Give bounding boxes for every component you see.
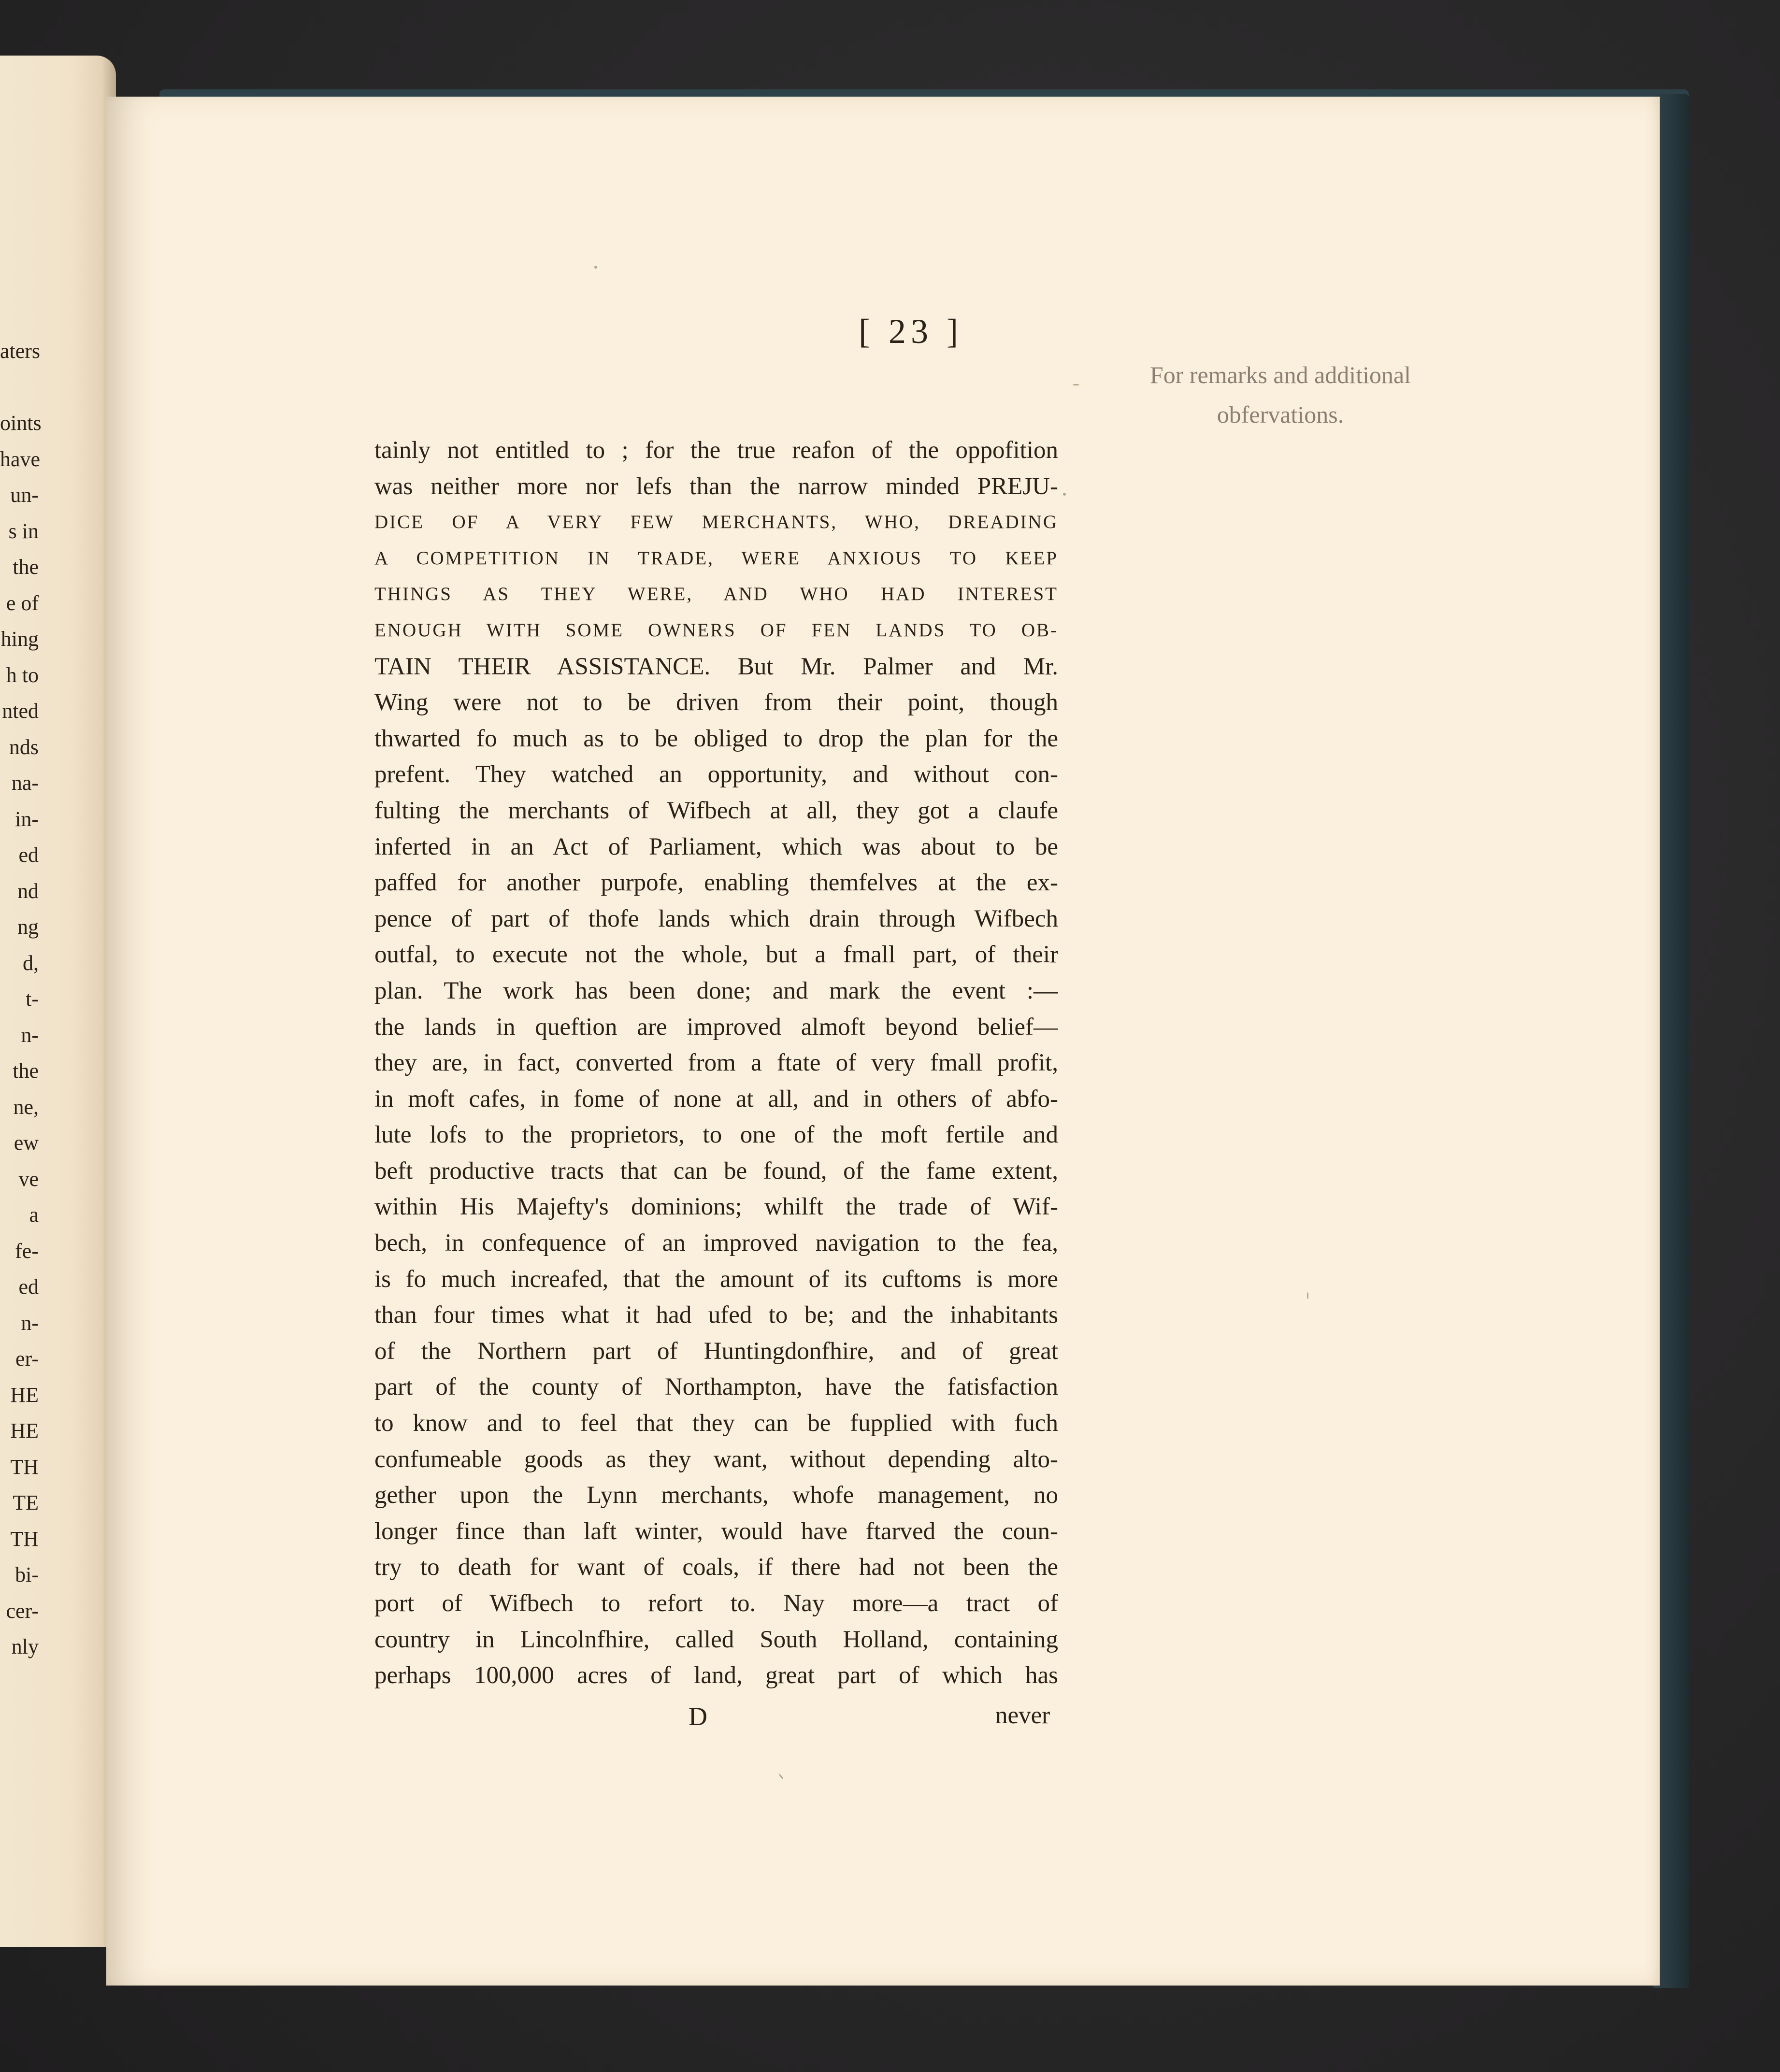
- left-fragment: nted: [2, 699, 39, 723]
- left-fragment: [0, 370, 39, 406]
- left-fragment: ne,: [13, 1095, 39, 1119]
- text-line: Wing were not to be driven from their point, though: [374, 689, 1058, 716]
- left-fragment: na-: [11, 771, 39, 795]
- text-line: thwarted fo much as to be obliged to drop the plan for the: [374, 725, 1058, 752]
- left-fragment: cer-: [6, 1599, 39, 1623]
- left-fragment: nly: [11, 1635, 39, 1658]
- paper-speck: [1063, 493, 1066, 496]
- paper-speck: [1307, 1292, 1308, 1299]
- left-fragment: t-: [26, 987, 39, 1011]
- text-line: pence of part of thofe lands which drain through Wifbech: [374, 905, 1058, 932]
- left-fragment: the: [13, 1059, 39, 1083]
- left-fragment: ed: [18, 1275, 39, 1299]
- text-line: port of Wifbech to refort to. Nay more—a tract of: [374, 1590, 1058, 1617]
- text-line: bech, in confequence of an improved navigation to the fea,: [374, 1229, 1058, 1257]
- signature-mark: D: [689, 1702, 707, 1731]
- left-fragment: fe-: [15, 1239, 39, 1263]
- left-fragment: h to: [6, 663, 39, 687]
- left-fragment: n-: [21, 1023, 39, 1047]
- text-line: is fo much increafed, that the amount of its cuftoms is more: [374, 1265, 1058, 1293]
- text-line: perhaps 100,000 acres of land, great part of which has: [374, 1662, 1058, 1689]
- text-line: they are, in fact, converted from a ftate of very fmall profit,: [374, 1049, 1058, 1077]
- text-line: to know and to feel that they can be fupplied with fuch: [374, 1410, 1058, 1437]
- text-line: outfal, to execute not the whole, but a fmall part, of their: [374, 941, 1058, 969]
- text-line: than four times what it had ufed to be; and the inhabitants: [374, 1301, 1058, 1329]
- left-fragment: ed: [18, 843, 39, 867]
- left-fragment: ng: [17, 915, 39, 939]
- page-number: [ 23 ]: [859, 312, 963, 351]
- left-fragment: oints: [0, 411, 42, 435]
- text-line: the lands in queftion are improved almoft beyond belief—: [374, 1013, 1058, 1041]
- left-fragment: ew: [14, 1131, 39, 1155]
- left-fragment: un-: [10, 483, 39, 507]
- left-fragment: ve: [18, 1167, 39, 1191]
- left-fragment: HE: [10, 1383, 39, 1407]
- main-page: [106, 97, 1660, 1986]
- left-fragment: in-: [15, 807, 39, 831]
- text-line: ENOUGH WITH SOME OWNERS OF FEN LANDS TO OB-: [374, 619, 1058, 641]
- text-line: country in Lincolnfhire, called South Holland, containing: [374, 1626, 1058, 1653]
- text-line: gether upon the Lynn merchants, whofe management, no: [374, 1482, 1058, 1509]
- body-text: [374, 432, 1058, 1694]
- text-line: DICE OF A VERY FEW MERCHANTS, WHO, DREADING: [374, 512, 1058, 533]
- paper-speck: [778, 1773, 784, 1780]
- left-fragment: d,: [23, 951, 39, 975]
- paper-speck: [1073, 384, 1079, 386]
- text-line: longer fince than laft winter, would have ftarved the coun-: [374, 1517, 1058, 1545]
- catchword: never: [995, 1702, 1050, 1729]
- left-page-text-fragments: [0, 333, 42, 1665]
- left-facing-page: [0, 56, 116, 1947]
- text-line: beft productive tracts that can be found, of the fame extent,: [374, 1157, 1058, 1185]
- text-line: prefent. They watched an opportunity, and without con-: [374, 761, 1058, 788]
- left-fragment: bi-: [15, 1563, 39, 1586]
- text-line: part of the county of Northampton, have the fatisfaction: [374, 1373, 1058, 1401]
- text-line: in moft cafes, in fome of none at all, and in others of abfo-: [374, 1085, 1058, 1113]
- text-line: confumeable goods as they want, without depending alto-: [374, 1445, 1058, 1473]
- text-line: TAIN THEIR ASSISTANCE. But Mr. Palmer and Mr.: [374, 653, 1058, 680]
- left-fragment: er-: [15, 1347, 39, 1371]
- text-line: of the Northern part of Huntingdonfhire, and of great: [374, 1337, 1058, 1365]
- paper-speck: [594, 266, 597, 269]
- text-line: paffed for another purpofe, enabling themfelves at the ex-: [374, 869, 1058, 897]
- left-fragment: n-: [21, 1311, 39, 1335]
- left-fragment: TH: [10, 1527, 39, 1551]
- text-line: A COMPETITION IN TRADE, WERE ANXIOUS TO KEEP: [374, 547, 1058, 569]
- text-line: was neither more nor lefs than the narrow minded PREJU-: [374, 472, 1058, 500]
- margin-note: [1102, 355, 1459, 434]
- left-fragment: aters: [0, 339, 41, 363]
- left-fragment: HE: [10, 1419, 39, 1443]
- left-fragment: e of: [6, 591, 39, 615]
- left-fragment: nd: [17, 879, 39, 903]
- text-line: inferted in an Act of Parliament, which was about to be: [374, 833, 1058, 860]
- margin-note-line: obfervations.: [1217, 401, 1344, 428]
- left-fragment: the: [13, 555, 39, 579]
- left-fragment: a: [29, 1203, 39, 1227]
- left-fragment: have: [0, 447, 41, 471]
- left-fragment: s in: [8, 519, 39, 543]
- margin-note-line: For remarks and additional: [1149, 361, 1411, 388]
- text-line: try to death for want of coals, if there had not been the: [374, 1554, 1058, 1581]
- left-fragment: hing: [0, 627, 39, 651]
- left-fragment: TH: [10, 1455, 39, 1479]
- text-line: plan. The work has been done; and mark the event :—: [374, 977, 1058, 1004]
- text-line: THINGS AS THEY WERE, AND WHO HAD INTEREST: [374, 584, 1058, 605]
- left-fragment: TE: [13, 1491, 39, 1515]
- text-line: fulting the merchants of Wifbech at all, they got a claufe: [374, 797, 1058, 824]
- text-line: lute lofs to the proprietors, to one of the moft fertile and: [374, 1121, 1058, 1149]
- left-fragment: nds: [9, 735, 39, 759]
- text-line: tainly not entitled to ; for the true reafon of the oppofition: [374, 437, 1058, 464]
- text-line: within His Majefty's dominions; whilft the trade of Wif-: [374, 1193, 1058, 1221]
